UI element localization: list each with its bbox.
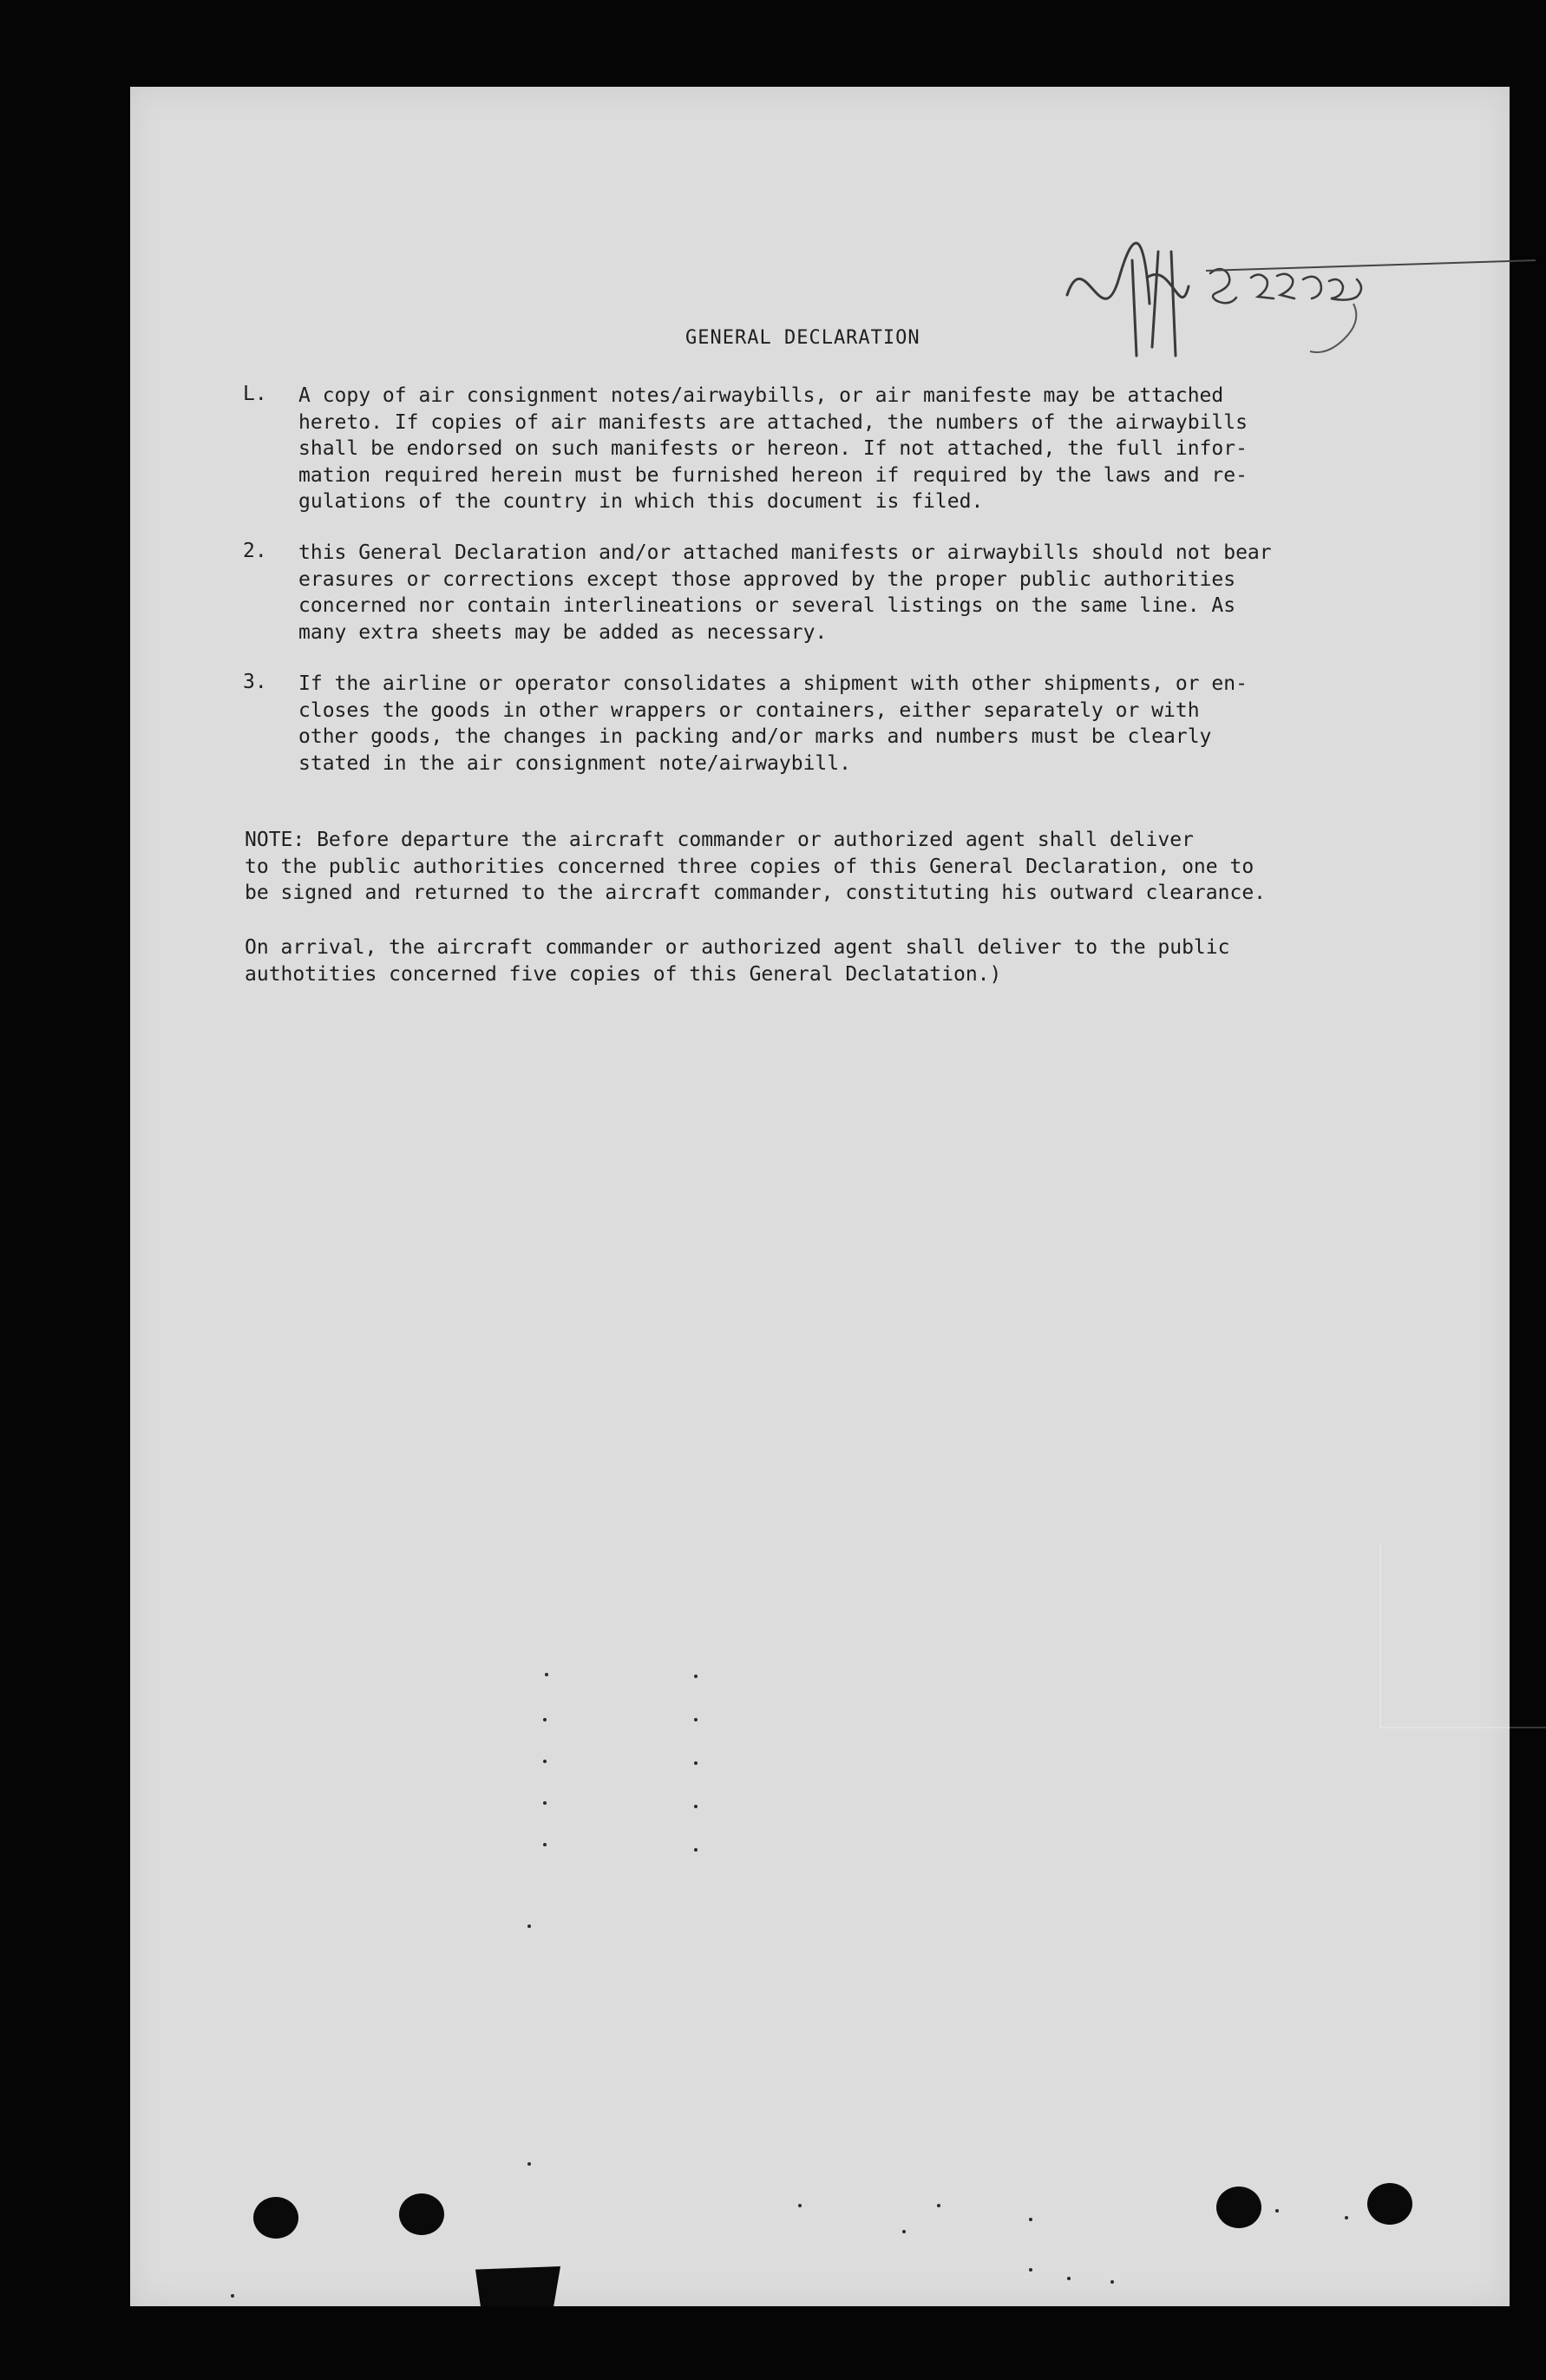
item-number: L. xyxy=(243,383,267,405)
speck xyxy=(543,1801,547,1805)
speck xyxy=(1345,2216,1348,2219)
speck xyxy=(527,2162,531,2166)
signature-scribble xyxy=(1050,226,1544,364)
item-text: If the airline or operator consolidates a shipment with other shipments, or en- closes the goods in other wrappers or containers, either separately or with other goods, the changes in packing and/or marks and numbers must be clearly stated in the air consignment note/airwaybill. xyxy=(298,672,1248,775)
speck xyxy=(694,1805,698,1808)
speck xyxy=(1110,2280,1114,2284)
handwritten-signature xyxy=(1050,226,1544,364)
faint-stamp-mark xyxy=(1379,1544,1546,1728)
punch-hole xyxy=(253,2197,298,2239)
item-number: 3. xyxy=(243,671,267,693)
speck xyxy=(1067,2277,1071,2280)
document-title: GENERAL DECLARATION xyxy=(685,327,920,349)
note-departure: NOTE: Before departure the aircraft commander or authorized agent shall deliver to the public authorities concerned three copies of this General Declaration, one to be signed and returned to the aircraft commander, constituting his outward clearance. xyxy=(245,829,1267,904)
declaration-item-3 xyxy=(243,671,1475,777)
speck xyxy=(1275,2209,1279,2213)
item-text: this General Declaration and/or attached manifests or airwaybills should not bear erasures or corrections except those approved by the proper public authorities concerned nor contain interlineations or several listings on the same line. As many extra sheets may be added as necessary. xyxy=(298,541,1272,644)
speck xyxy=(798,2204,802,2207)
speck xyxy=(902,2230,906,2233)
note-arrival: On arrival, the aircraft commander or authorized agent shall deliver to the public authotities concerned five copies of this General Declatation.) xyxy=(245,936,1230,986)
punch-hole xyxy=(399,2193,444,2235)
edge-tab-mark xyxy=(475,2266,560,2306)
speck xyxy=(527,1924,531,1928)
item-text: A copy of air consignment notes/airwaybills, or air manifeste may be attached hereto. If copies of air manifests are attached, the numbers of the airwaybills shall be endorsed on such manifests or hereon. If not attached, the full infor- mation required herein must be furnished hereon if required by the laws and re- gulations of the country in which this document is filed. xyxy=(298,384,1248,513)
speck xyxy=(694,1848,698,1852)
speck xyxy=(231,2294,234,2298)
punch-hole xyxy=(1216,2187,1261,2228)
speck xyxy=(545,1673,548,1676)
speck xyxy=(937,2204,940,2207)
declaration-item-1 xyxy=(243,383,1475,515)
punch-hole xyxy=(1367,2183,1412,2225)
speck xyxy=(694,1761,698,1765)
speck xyxy=(694,1718,698,1721)
signature-text: 52202 xyxy=(1223,295,1227,296)
speck xyxy=(543,1843,547,1846)
speck xyxy=(1029,2268,1032,2272)
declaration-item-2 xyxy=(243,540,1475,646)
item-number: 2. xyxy=(243,540,267,562)
speck xyxy=(1029,2218,1032,2221)
speck xyxy=(694,1675,698,1678)
document-page xyxy=(130,87,1510,2306)
speck xyxy=(543,1718,547,1721)
speck xyxy=(543,1760,547,1763)
